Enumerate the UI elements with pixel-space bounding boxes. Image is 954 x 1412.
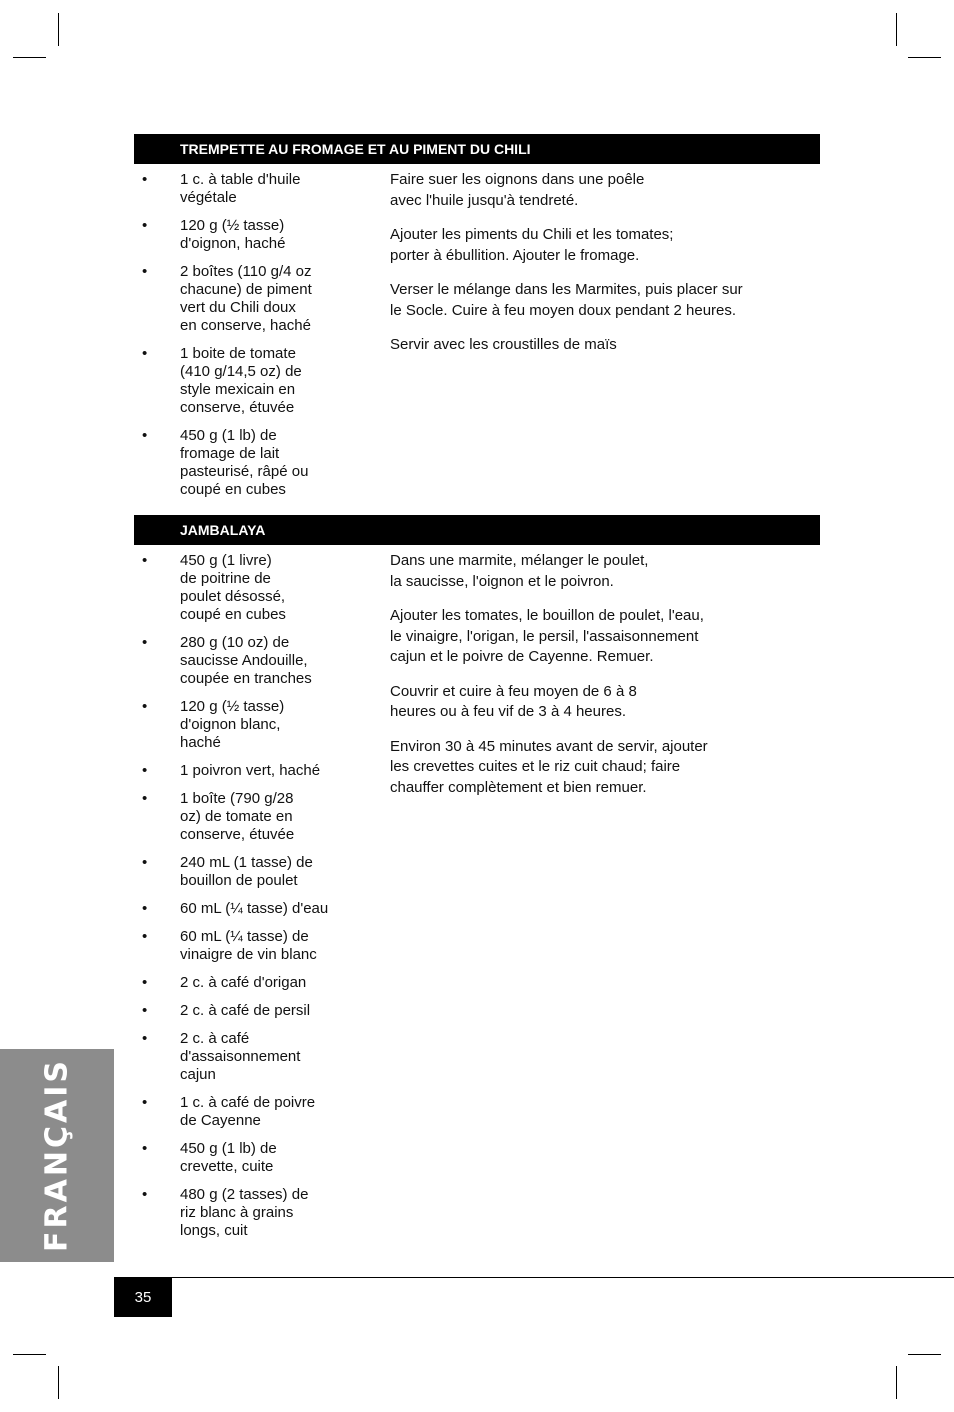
ingredient-item: • 1 boite de tomate (410 g/14,5 oz) de style mexicain en conserve, étuvée xyxy=(134,345,344,417)
ingredient-item: • 120 g (½ tasse) d'oignon blanc, haché xyxy=(134,698,344,752)
page-number: 35 xyxy=(114,1278,172,1317)
ingredient-item: • 450 g (1 lb) de fromage de lait pasteurisé, râpé ou coupé en cubes xyxy=(134,427,344,499)
crop-mark xyxy=(908,1354,941,1355)
ingredient-item: • 60 mL (¼ tasse) de vinaigre de vin blanc xyxy=(134,928,344,964)
crop-mark xyxy=(13,1354,46,1355)
instructions xyxy=(390,551,770,812)
instruction-step: Faire suer les oignons dans une poêle avec l'huile jusqu'à tendreté. xyxy=(390,171,645,209)
crop-mark xyxy=(58,1366,59,1399)
recipe-title: JAMBALAYA xyxy=(134,515,820,545)
ingredient-item: • 280 g (10 oz) de saucisse Andouille, coupée en tranches xyxy=(134,634,344,688)
ingredient-item: • 450 g (1 lb) de crevette, cuite xyxy=(134,1140,344,1176)
ingredient-item: • 1 c. à table d'huile végétale xyxy=(134,171,344,207)
footer-rule xyxy=(114,1277,954,1278)
recipe-title: TREMPETTE AU FROMAGE ET AU PIMENT DU CHILI xyxy=(134,134,820,164)
instruction-step: Verser le mélange dans les Marmites, puis placer sur le Socle. Cuire à feu moyen doux pendant 2 heures. xyxy=(390,281,743,319)
language-label: FRANÇAIS xyxy=(39,1058,75,1252)
ingredient-item: • 450 g (1 livre) de poitrine de poulet désossé, coupé en cubes xyxy=(134,552,344,624)
ingredient-item: • 1 poivron vert, haché xyxy=(134,762,344,780)
crop-mark xyxy=(13,57,46,58)
crop-mark xyxy=(58,13,59,46)
instruction-step: Servir avec les croustilles de maïs xyxy=(390,336,617,353)
instruction-step: Environ 30 à 45 minutes avant de servir, ajouter les crevettes cuites et le riz cuit chaud; faire chauffer complètement et bien remuer. xyxy=(390,737,708,796)
ingredient-item: • 2 boîtes (110 g/4 oz chacune) de piment vert du Chili doux en conserve, haché xyxy=(134,263,344,335)
ingredient-item: • 2 c. à café d'assaisonnement cajun xyxy=(134,1030,344,1084)
ingredient-item: • 2 c. à café d'origan xyxy=(134,974,344,992)
instruction-step: Dans une marmite, mélanger le poulet, la saucisse, l'oignon et le poivron. xyxy=(390,552,649,590)
ingredient-list xyxy=(134,552,344,1250)
instruction-step: Ajouter les piments du Chili et les tomates; porter à ébullition. Ajouter le fromage. xyxy=(390,226,674,264)
ingredient-item: • 240 mL (1 tasse) de bouillon de poulet xyxy=(134,854,344,890)
ingredient-item: • 2 c. à café de persil xyxy=(134,1002,344,1020)
instruction-step: Ajouter les tomates, le bouillon de poulet, l'eau, le vinaigre, l'origan, le persil, l'assaisonnement cajun et le poivre de Cayenne. Remuer. xyxy=(390,607,704,665)
ingredient-item: • 120 g (½ tasse) d'oignon, haché xyxy=(134,217,344,253)
ingredient-list xyxy=(134,171,344,509)
crop-mark xyxy=(896,1366,897,1399)
ingredient-item: • 480 g (2 tasses) de riz blanc à grains longs, cuit xyxy=(134,1186,344,1240)
ingredient-item: • 1 c. à café de poivre de Cayenne xyxy=(134,1094,344,1130)
instruction-step: Couvrir et cuire à feu moyen de 6 à 8 heures ou à feu vif de 3 à 4 heures. xyxy=(390,682,637,720)
instructions xyxy=(390,170,770,370)
language-tab xyxy=(0,1049,114,1262)
ingredient-item: • 1 boîte (790 g/28 oz) de tomate en conserve, étuvée xyxy=(134,790,344,844)
crop-mark xyxy=(896,13,897,46)
ingredient-item: • 60 mL (¼ tasse) d'eau xyxy=(134,900,344,918)
crop-mark xyxy=(908,57,941,58)
